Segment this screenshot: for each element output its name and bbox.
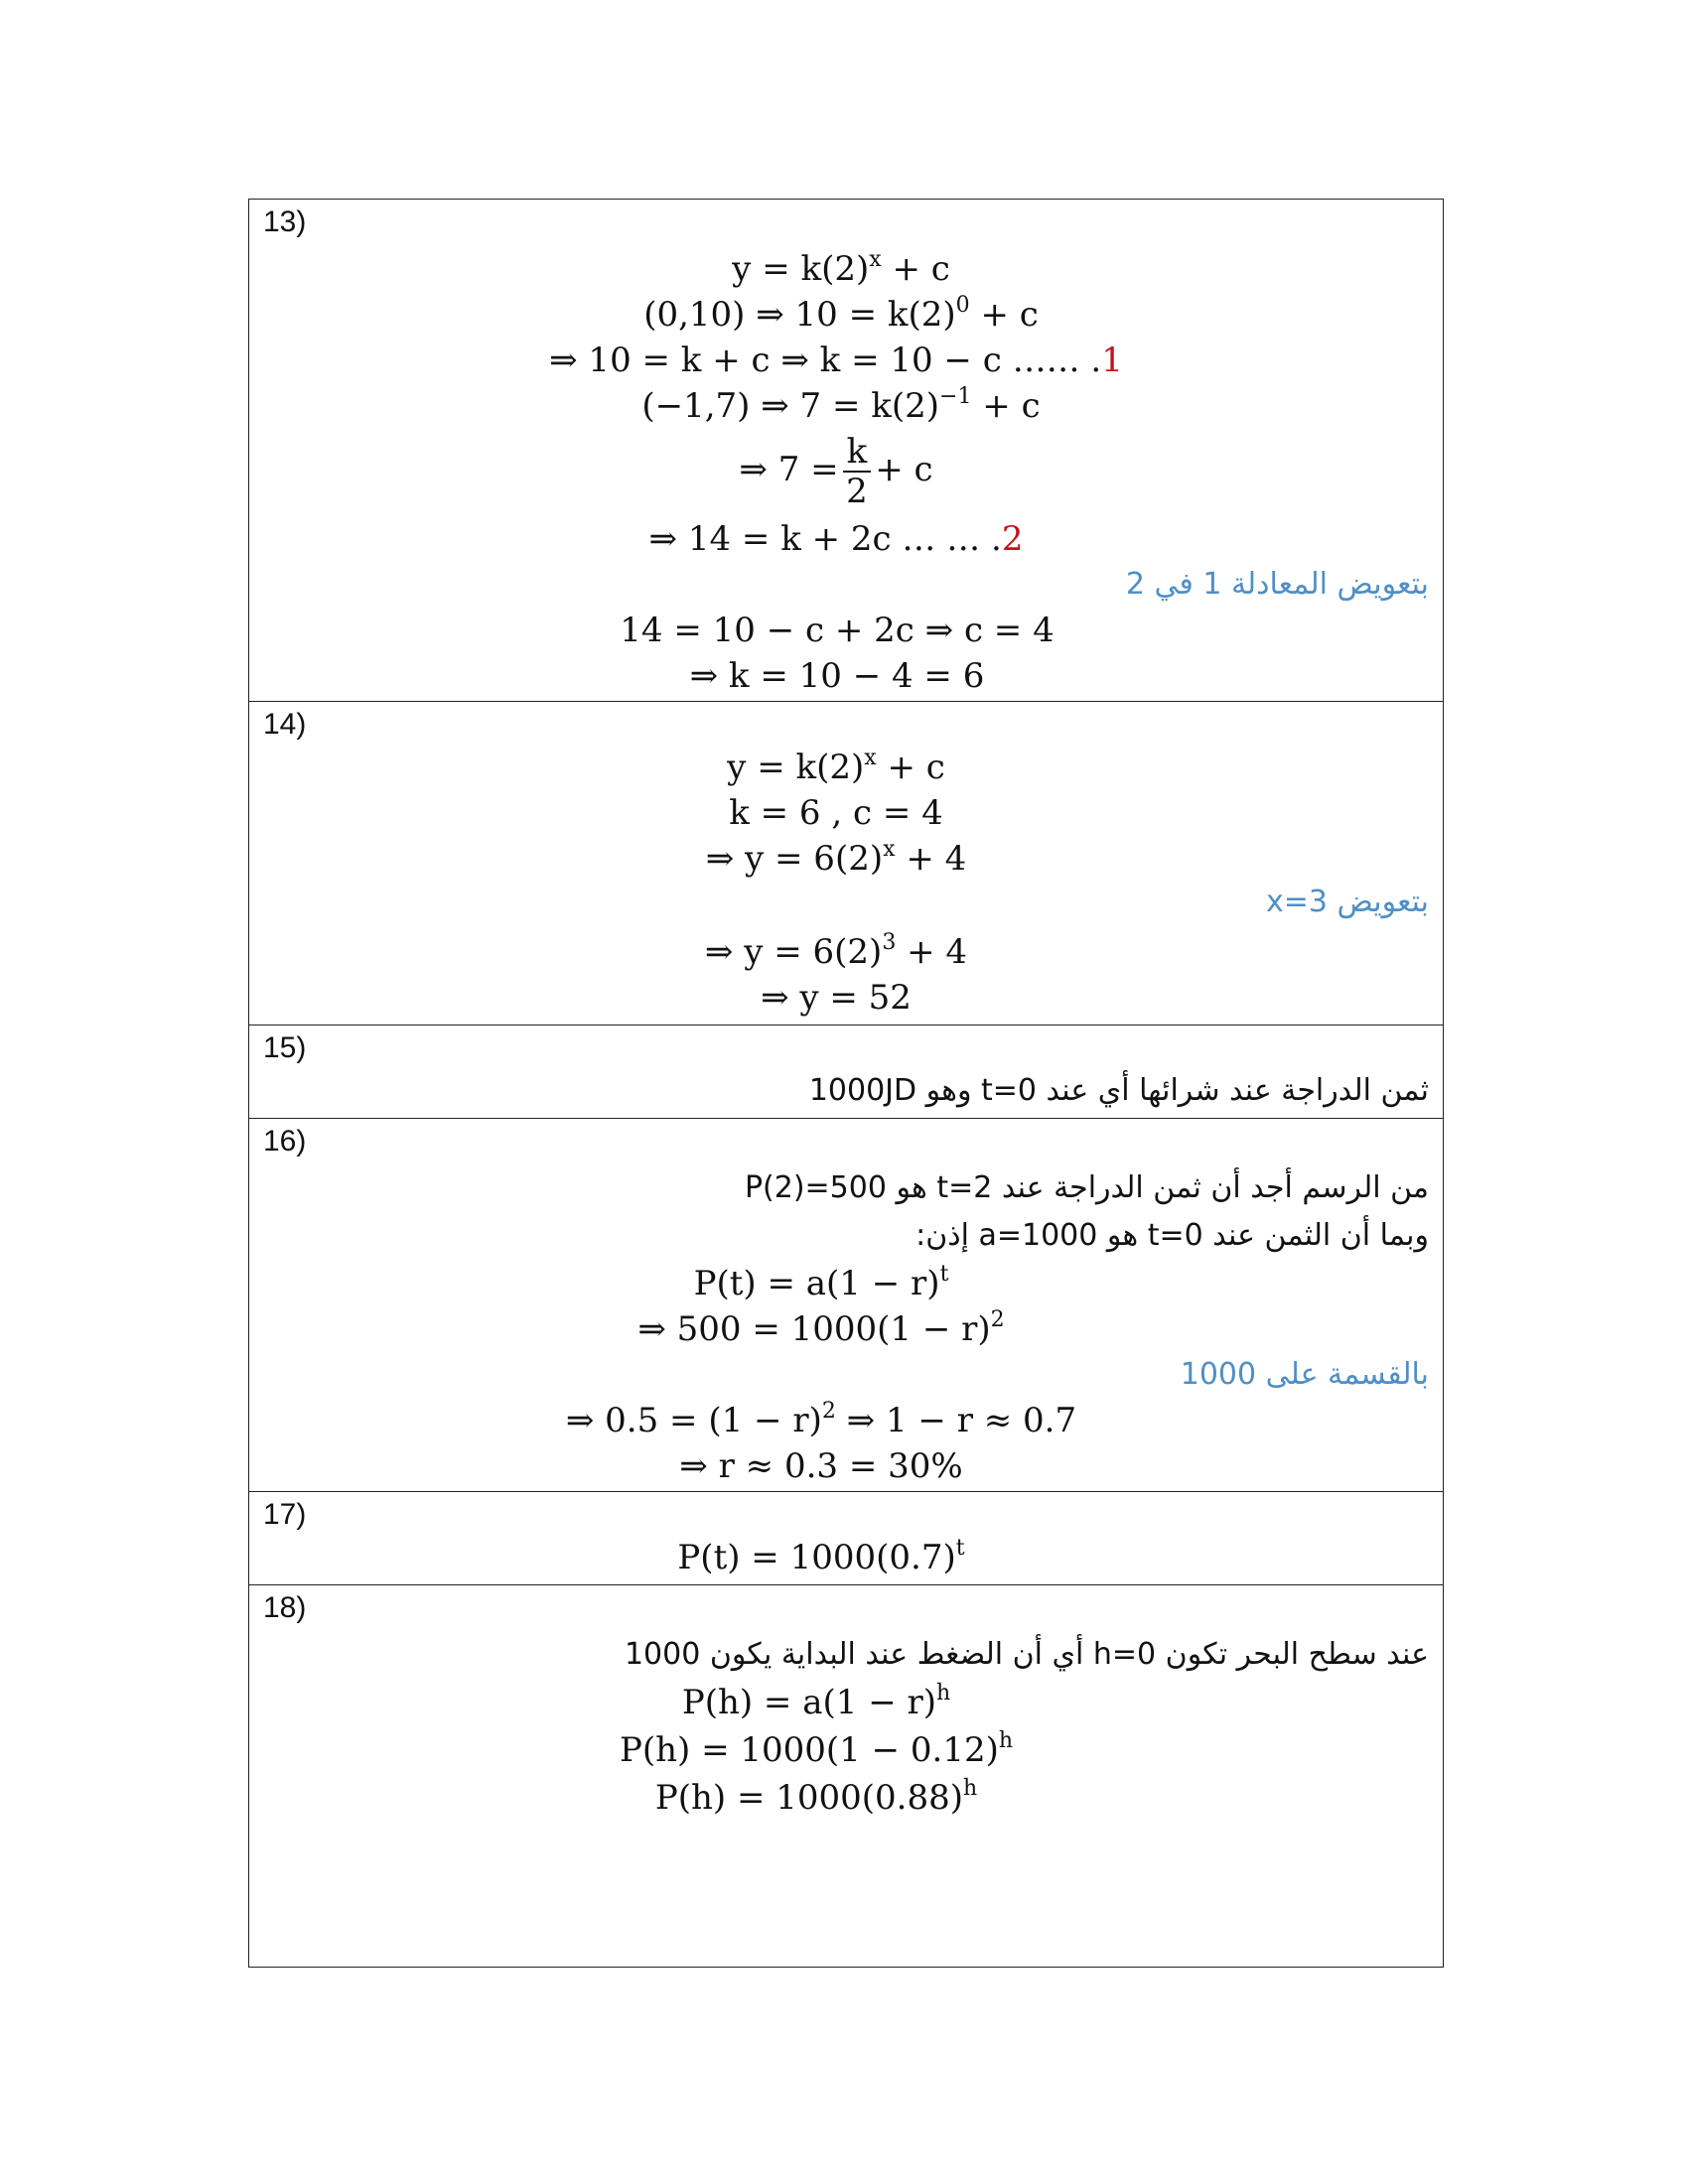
- answer-text: ثمن الدراجة عند شرائها أي عند t=0 وهو 1000JD: [808, 1073, 1429, 1108]
- equation: (0,10) ⇒ $10 = k(2)^0 + c$: [643, 293, 1039, 335]
- equation-marker: 2: [1001, 519, 1024, 559]
- solution-14: [249, 702, 1443, 1025]
- equation: ⇒ $0.5 = (1 - r)^2$ ⇒ 1 − r ≈ 0.7: [565, 1399, 1077, 1440]
- solution-15: [249, 1025, 1443, 1119]
- equation: ⇒ $y = 6(2)^3 + 4$: [704, 930, 968, 972]
- question-number: 14): [263, 708, 307, 741]
- question-number: 17): [263, 1498, 307, 1531]
- equation: ⇒ r ≈ 0.3 = 30%: [679, 1446, 963, 1486]
- question-number: 18): [263, 1591, 307, 1624]
- solution-13: [249, 200, 1443, 702]
- equation: ⇒ $y = 6(2)^x + 4$: [705, 837, 967, 879]
- fraction: $\frac{k}{2}$: [843, 433, 872, 510]
- equation: $P(t) = a(1 - r)^t$: [693, 1262, 949, 1303]
- question-number: 15): [263, 1031, 307, 1064]
- answer-text: عند سطح البحر تكون h=0 أي أن الضغط عند البداية يكون 1000: [624, 1637, 1429, 1672]
- solution-18: [249, 1585, 1443, 1967]
- equation-fraction: ⇒ 7 = $\frac{k}{2}$ + c: [739, 432, 933, 511]
- question-number: 13): [263, 205, 307, 238]
- question-number: 16): [263, 1125, 307, 1158]
- equation: $P(t) = 1000(0.7)^t$: [677, 1536, 965, 1577]
- equation: (−1,7) ⇒ $7 = k(2)^{-1} + c$: [641, 384, 1041, 426]
- equation: $P(h) = a(1 - r)^h$: [681, 1681, 951, 1722]
- step-note: بتعويض المعادلة 1 في 2: [1125, 567, 1429, 602]
- equation: $y = k(2)^x + c$: [732, 247, 950, 289]
- equation: 14 = 10 − c + 2c ⇒ c = 4: [620, 611, 1055, 650]
- equation: $P(h) = 1000(1 - 0.12)^h$: [619, 1728, 1014, 1770]
- equation: ⇒ 14 = k + 2c … … .2: [648, 519, 1024, 559]
- solution-16: [249, 1119, 1443, 1492]
- equation: ⇒ k = 10 − 4 = 6: [689, 656, 985, 696]
- answer-text: من الرسم أجد أن ثمن الدراجة عند t=2 هو P(2)=500: [744, 1170, 1429, 1205]
- equation: ⇒ $500 = 1000(1 - r)^2$: [637, 1307, 1005, 1349]
- equation: $y = k(2)^x + c$: [727, 746, 945, 787]
- step-note: بتعويض x=3: [1266, 885, 1429, 919]
- equation-marker: 1: [1101, 341, 1123, 380]
- equation: k = 6 , c = 4: [729, 793, 943, 833]
- step-note: بالقسمة على 1000: [1180, 1357, 1429, 1392]
- equation: ⇒ 10 = k + c ⇒ k = 10 − c …… .1: [549, 341, 1123, 380]
- solution-17: [249, 1492, 1443, 1585]
- solutions-table: [248, 199, 1444, 1968]
- equation: ⇒ y = 52: [761, 978, 912, 1018]
- answer-text: وبما أن الثمن عند t=0 هو a=1000 إذن:: [915, 1218, 1429, 1253]
- equation: $P(h) = 1000(0.88)^h$: [654, 1776, 978, 1818]
